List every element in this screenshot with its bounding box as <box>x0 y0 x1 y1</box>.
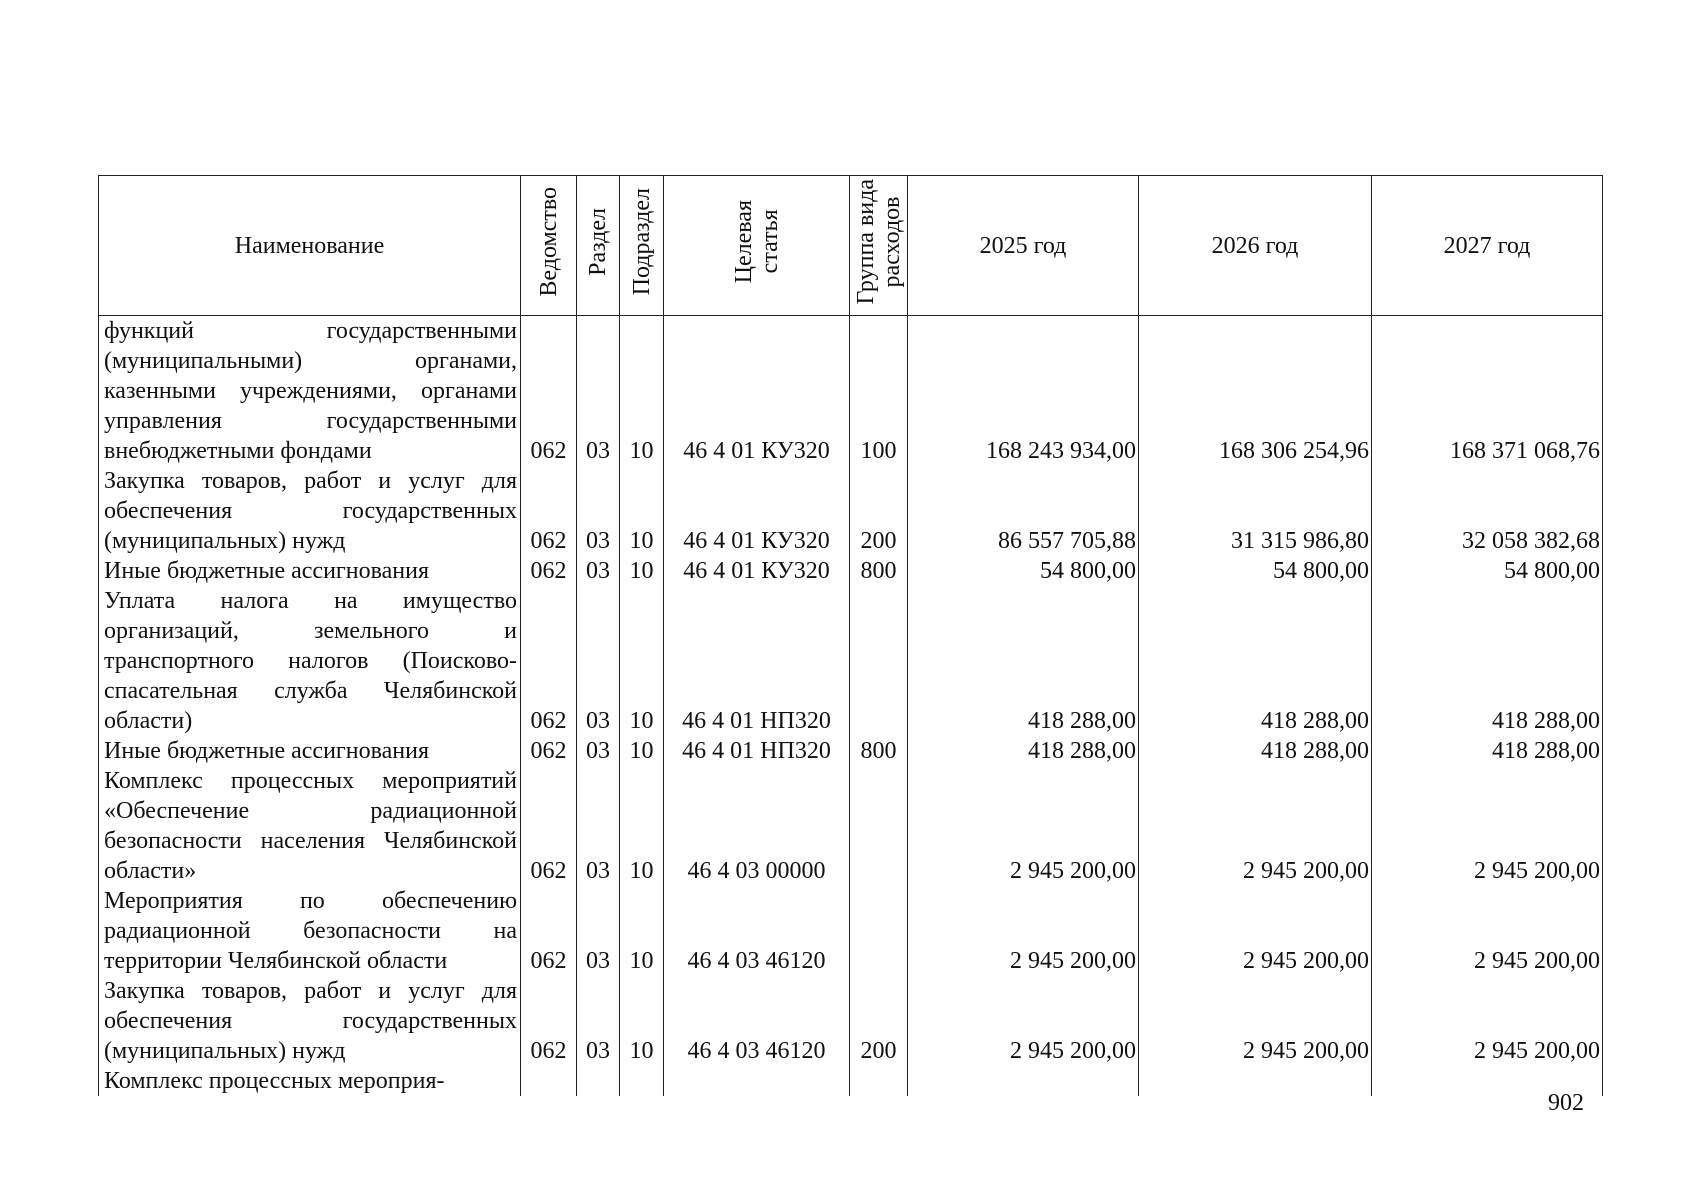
row-target-article: 46 4 01 КУ320 <box>664 556 850 586</box>
row-razdel: 03 <box>577 766 620 886</box>
row-amount-2027: 2 945 200,00 <box>1372 886 1603 976</box>
row-expense-group: 200 <box>850 976 908 1066</box>
row-amount-2027: 418 288,00 <box>1372 736 1603 766</box>
row-razdel: 03 <box>577 736 620 766</box>
header-expense-group: Группа вида расходов <box>850 176 908 316</box>
row-amount-2026: 2 945 200,00 <box>1139 766 1372 886</box>
header-year-2027: 2027 год <box>1372 176 1603 316</box>
row-podrazdel: 10 <box>620 766 664 886</box>
header-vedomstvo: Ведомство <box>521 176 577 316</box>
row-amount-2025: 54 800,00 <box>908 556 1139 586</box>
row-amount-2026: 54 800,00 <box>1139 556 1372 586</box>
table-row <box>99 586 1603 736</box>
row-name: Уплата налога на имущество организаций, земельного и транспортного налогов (Поисково-спасательная служба Челябинской области) <box>99 586 521 736</box>
row-expense-group: 200 <box>850 466 908 556</box>
row-vedomstvo: 062 <box>521 316 577 467</box>
table-row <box>99 766 1603 886</box>
header-row <box>99 176 1603 316</box>
row-target-article: 46 4 01 НП320 <box>664 586 850 736</box>
row-expense-group <box>850 586 908 736</box>
row-target-article: 46 4 01 КУ320 <box>664 316 850 467</box>
row-amount-2025: 418 288,00 <box>908 736 1139 766</box>
table-row <box>99 556 1603 586</box>
row-razdel: 03 <box>577 466 620 556</box>
header-target-article: Целевая статья <box>664 176 850 316</box>
row-target-article: 46 4 03 46120 <box>664 976 850 1066</box>
row-name: Иные бюджетные ассигнования <box>99 556 521 586</box>
row-name: Комплекс процессных мероприя- <box>99 1066 521 1096</box>
row-razdel: 03 <box>577 886 620 976</box>
row-target-article: 46 4 03 46120 <box>664 886 850 976</box>
row-amount-2026: 31 315 986,80 <box>1139 466 1372 556</box>
row-amount-2025: 86 557 705,88 <box>908 466 1139 556</box>
header-year-2025: 2025 год <box>908 176 1139 316</box>
row-amount-2026: 168 306 254,96 <box>1139 316 1372 467</box>
row-podrazdel: 10 <box>620 736 664 766</box>
row-vedomstvo: 062 <box>521 886 577 976</box>
row-amount-2026: 2 945 200,00 <box>1139 976 1372 1066</box>
row-amount-2025: 2 945 200,00 <box>908 766 1139 886</box>
row-amount-2026: 418 288,00 <box>1139 736 1372 766</box>
row-amount-2026: 418 288,00 <box>1139 586 1372 736</box>
header-razdel: Раздел <box>577 176 620 316</box>
header-year-2026: 2026 год <box>1139 176 1372 316</box>
row-target-article: 46 4 01 НП320 <box>664 736 850 766</box>
row-amount-2025: 2 945 200,00 <box>908 886 1139 976</box>
row-razdel: 03 <box>577 586 620 736</box>
page-number: 902 <box>1548 1090 1584 1116</box>
row-amount-2027: 2 945 200,00 <box>1372 976 1603 1066</box>
table-row <box>99 886 1603 976</box>
row-vedomstvo: 062 <box>521 466 577 556</box>
row-amount-2027: 54 800,00 <box>1372 556 1603 586</box>
table-row <box>99 736 1603 766</box>
row-target-article: 46 4 03 00000 <box>664 766 850 886</box>
table-row <box>99 316 1603 467</box>
row-amount-2025: 418 288,00 <box>908 586 1139 736</box>
row-amount-2025: 2 945 200,00 <box>908 976 1139 1066</box>
table-row-continued <box>99 1066 1603 1096</box>
row-name: Мероприятия по обеспечению радиационной безопасности на территории Челябинской области <box>99 886 521 976</box>
row-expense-group: 100 <box>850 316 908 467</box>
table-row <box>99 466 1603 556</box>
header-podrazdel: Подраздел <box>620 176 664 316</box>
table-row <box>99 976 1603 1066</box>
row-amount-2025: 168 243 934,00 <box>908 316 1139 467</box>
row-podrazdel: 10 <box>620 586 664 736</box>
row-amount-2027: 418 288,00 <box>1372 586 1603 736</box>
row-expense-group: 800 <box>850 736 908 766</box>
row-razdel: 03 <box>577 316 620 467</box>
row-name: функций государственными (муниципальными) органами, казенными учреждениями, органами управления государственными внебюджетными фондами <box>99 316 521 467</box>
row-name: Иные бюджетные ассигнования <box>99 736 521 766</box>
row-vedomstvo: 062 <box>521 766 577 886</box>
row-expense-group: 800 <box>850 556 908 586</box>
row-amount-2026: 2 945 200,00 <box>1139 886 1372 976</box>
row-podrazdel: 10 <box>620 556 664 586</box>
row-vedomstvo: 062 <box>521 586 577 736</box>
row-amount-2027: 2 945 200,00 <box>1372 766 1603 886</box>
row-expense-group <box>850 886 908 976</box>
row-podrazdel: 10 <box>620 466 664 556</box>
row-razdel: 03 <box>577 556 620 586</box>
row-name: Комплекс процессных мероприятий «Обеспечение радиационной безопасности населения Челябинской области» <box>99 766 521 886</box>
row-vedomstvo: 062 <box>521 556 577 586</box>
row-razdel: 03 <box>577 976 620 1066</box>
header-name: Наименование <box>99 176 521 316</box>
row-expense-group <box>850 766 908 886</box>
row-name: Закупка товаров, работ и услуг для обеспечения государственных (муниципальных) нужд <box>99 466 521 556</box>
row-amount-2027: 32 058 382,68 <box>1372 466 1603 556</box>
row-amount-2027: 168 371 068,76 <box>1372 316 1603 467</box>
row-name: Закупка товаров, работ и услуг для обеспечения государственных (муниципальных) нужд <box>99 976 521 1066</box>
row-vedomstvo: 062 <box>521 976 577 1066</box>
row-podrazdel: 10 <box>620 316 664 467</box>
row-podrazdel: 10 <box>620 886 664 976</box>
row-target-article: 46 4 01 КУ320 <box>664 466 850 556</box>
row-vedomstvo: 062 <box>521 736 577 766</box>
budget-table <box>98 175 1603 1096</box>
row-podrazdel: 10 <box>620 976 664 1066</box>
